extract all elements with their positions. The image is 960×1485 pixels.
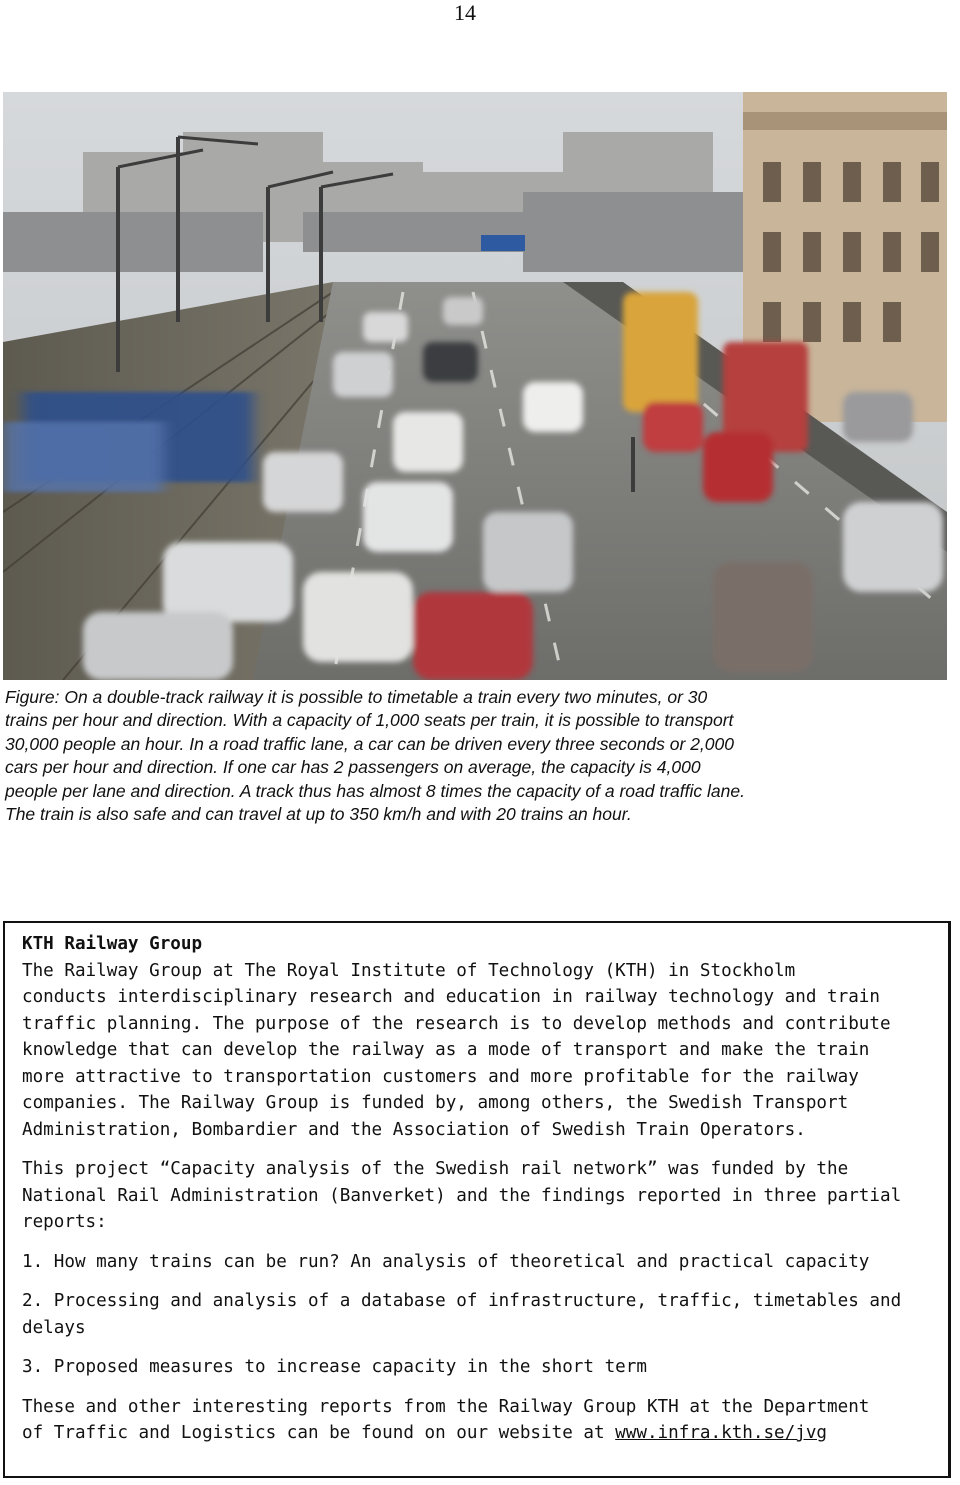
- kth-railway-group-box: [3, 921, 951, 1478]
- traffic-photo: [3, 92, 947, 680]
- figure-caption: [5, 686, 935, 826]
- caption-line: 30,000 people an hour. In a road traffic lane, a car can be driven every three seconds or 2,000: [5, 733, 734, 754]
- closing-paragraph: [22, 1394, 934, 1447]
- caption-line: The train is also safe and can travel at up to 350 km/h and with 20 trains an hour.: [5, 804, 632, 825]
- closing-line-prefix: of Traffic and Logistics can be found on our website at: [22, 1423, 616, 1443]
- report-item-1: 1. How many trains can be run? An analysis of theoretical and practical capacity: [22, 1251, 870, 1272]
- page-number: 14: [454, 0, 476, 25]
- closing-line-with-link: [22, 1420, 934, 1447]
- closing-line: These and other interesting reports from the Railway Group KTH at the Department: [22, 1396, 870, 1417]
- caption-line: cars per hour and direction. If one car has 2 passengers on average, the capacity is 4,000: [5, 757, 701, 778]
- report-item-2-line: 2. Processing and analysis of a database of infrastructure, traffic, timetables and: [22, 1291, 902, 1311]
- project-line: This project “Capacity analysis of the Swedish rail network” was funded by the: [22, 1159, 849, 1179]
- report-item-2: [22, 1288, 934, 1341]
- intro-line: traffic planning. The purpose of the research is to develop methods and contribute: [22, 1013, 891, 1034]
- intro-paragraph: [22, 958, 934, 1144]
- website-link[interactable]: www.infra.kth.se/jvg: [615, 1423, 828, 1443]
- intro-line: more attractive to transportation customers and more profitable for the railway: [22, 1066, 859, 1087]
- project-line: National Rail Administration (Banverket) and the findings reported in three partial: [22, 1185, 902, 1206]
- intro-line: The Railway Group at The Royal Institute of Technology (KTH) in Stockholm: [22, 960, 796, 981]
- intro-line: companies. The Railway Group is funded by, among others, the Swedish Transport: [22, 1093, 849, 1113]
- report-item-3: 3. Proposed measures to increase capacity in the short term: [22, 1357, 647, 1377]
- project-paragraph: [22, 1156, 934, 1236]
- intro-line: Administration, Bombardier and the Association of Swedish Train Operators.: [22, 1119, 806, 1140]
- intro-line: knowledge that can develop the railway as a mode of transport and make the train: [22, 1040, 870, 1060]
- project-line: reports:: [22, 1212, 107, 1232]
- intro-line: conducts interdisciplinary research and education in railway technology and train: [22, 987, 880, 1007]
- box-title: KTH Railway Group: [22, 934, 203, 954]
- caption-line: Figure: On a double-track railway it is possible to timetable a train every two minutes, or 30: [5, 687, 708, 707]
- traffic-photo-drawing: [3, 92, 947, 680]
- report-item-2-line: delays: [22, 1317, 86, 1338]
- caption-line: people per lane and direction. A track thus has almost 8 times the capacity of a road traffic lane.: [5, 780, 745, 801]
- caption-line: trains per hour and direction. With a capacity of 1,000 seats per train, it is possible to transport: [5, 710, 734, 731]
